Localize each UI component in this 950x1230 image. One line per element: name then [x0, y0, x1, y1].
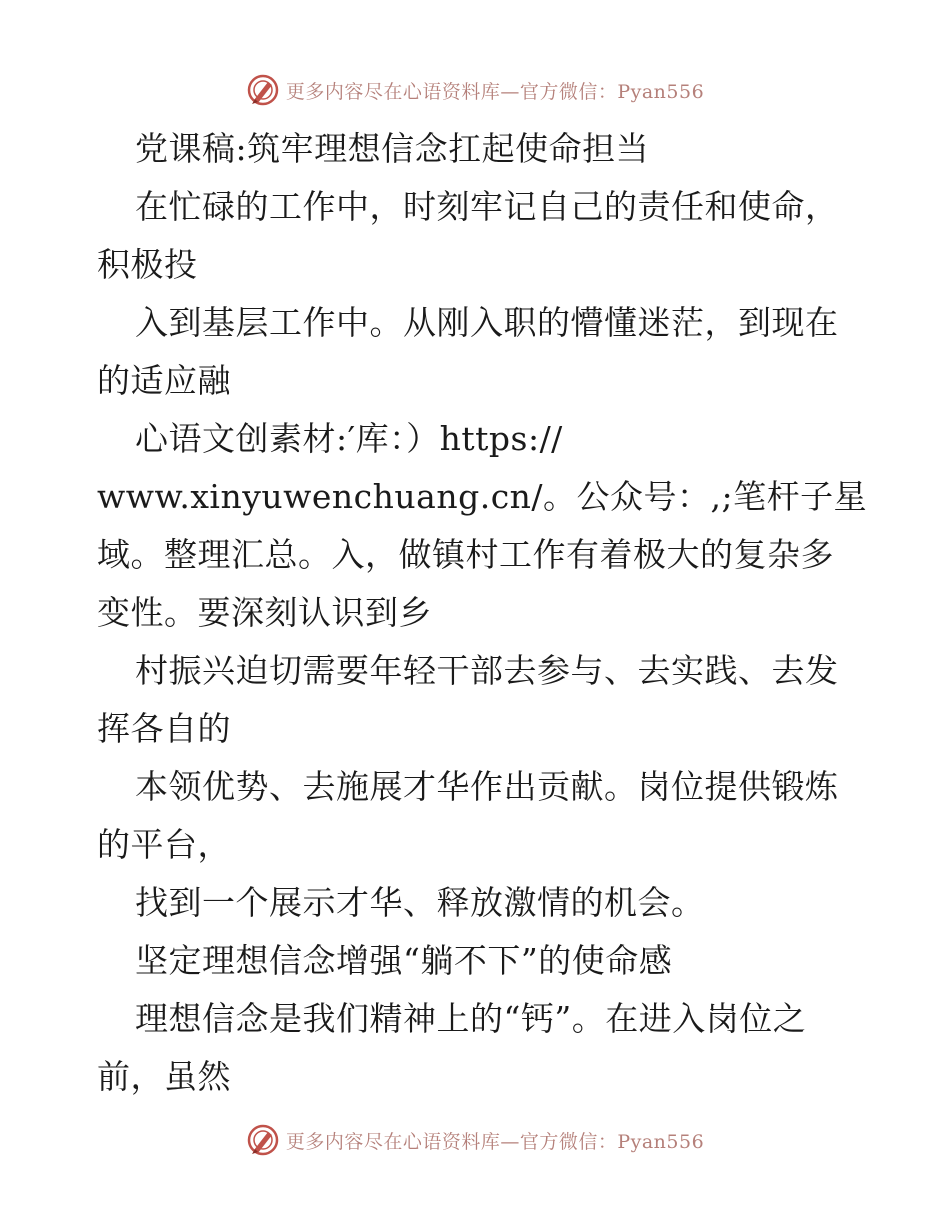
footer-watermark-banner — [0, 1120, 950, 1160]
paragraph-line: www.xinyuwenchuang.cn/。公众号：,;笔杆子星 — [97, 477, 868, 516]
paragraph-line: 心语文创素材:′库：）https:// — [135, 419, 563, 458]
pen-logo-icon — [246, 1123, 280, 1157]
paragraph-line: 在忙碌的工作中，时刻牢记自己的责任和使命， — [135, 187, 839, 226]
paragraph-line: 本领优势、去施展才华作出贡献。岗位提供锻炼 — [135, 767, 839, 806]
paragraph-line: 的适应融 — [97, 361, 231, 400]
paragraph-line: 变性。要深刻认识到乡 — [97, 593, 432, 632]
document-title: 党课稿:筑牢理想信念扛起使命担当 — [135, 129, 650, 168]
footer-banner-text: 更多内容尽在心语资料库—官方微信：Pyan556 — [285, 1130, 705, 1153]
paragraph-line: 域。整理汇总。入，做镇村工作有着极大的复杂多 — [97, 535, 834, 574]
paragraph-line: 村振兴迫切需要年轻干部去参与、去实践、去发 — [135, 651, 839, 690]
pen-logo-icon — [246, 73, 280, 107]
paragraph-line: 挥各自的 — [97, 709, 231, 748]
paragraph-line: 理想信念是我们精神上的“钙”。在进入岗位之 — [135, 999, 807, 1038]
document-body — [97, 120, 868, 1106]
paragraph-line: 前，虽然 — [97, 1057, 231, 1096]
paragraph-line: 找到一个展示才华、释放激情的机会。 — [135, 883, 705, 922]
paragraph-line: 的平台， — [97, 825, 231, 864]
paragraph-line: 入到基层工作中。从刚入职的懵懂迷茫，到现在 — [135, 303, 839, 342]
paragraph-line: 积极投 — [97, 245, 198, 284]
header-watermark-banner — [0, 70, 950, 110]
header-banner-text: 更多内容尽在心语资料库—官方微信：Pyan556 — [285, 80, 705, 103]
section-heading: 坚定理想信念增强“躺不下”的使命感 — [135, 941, 673, 980]
